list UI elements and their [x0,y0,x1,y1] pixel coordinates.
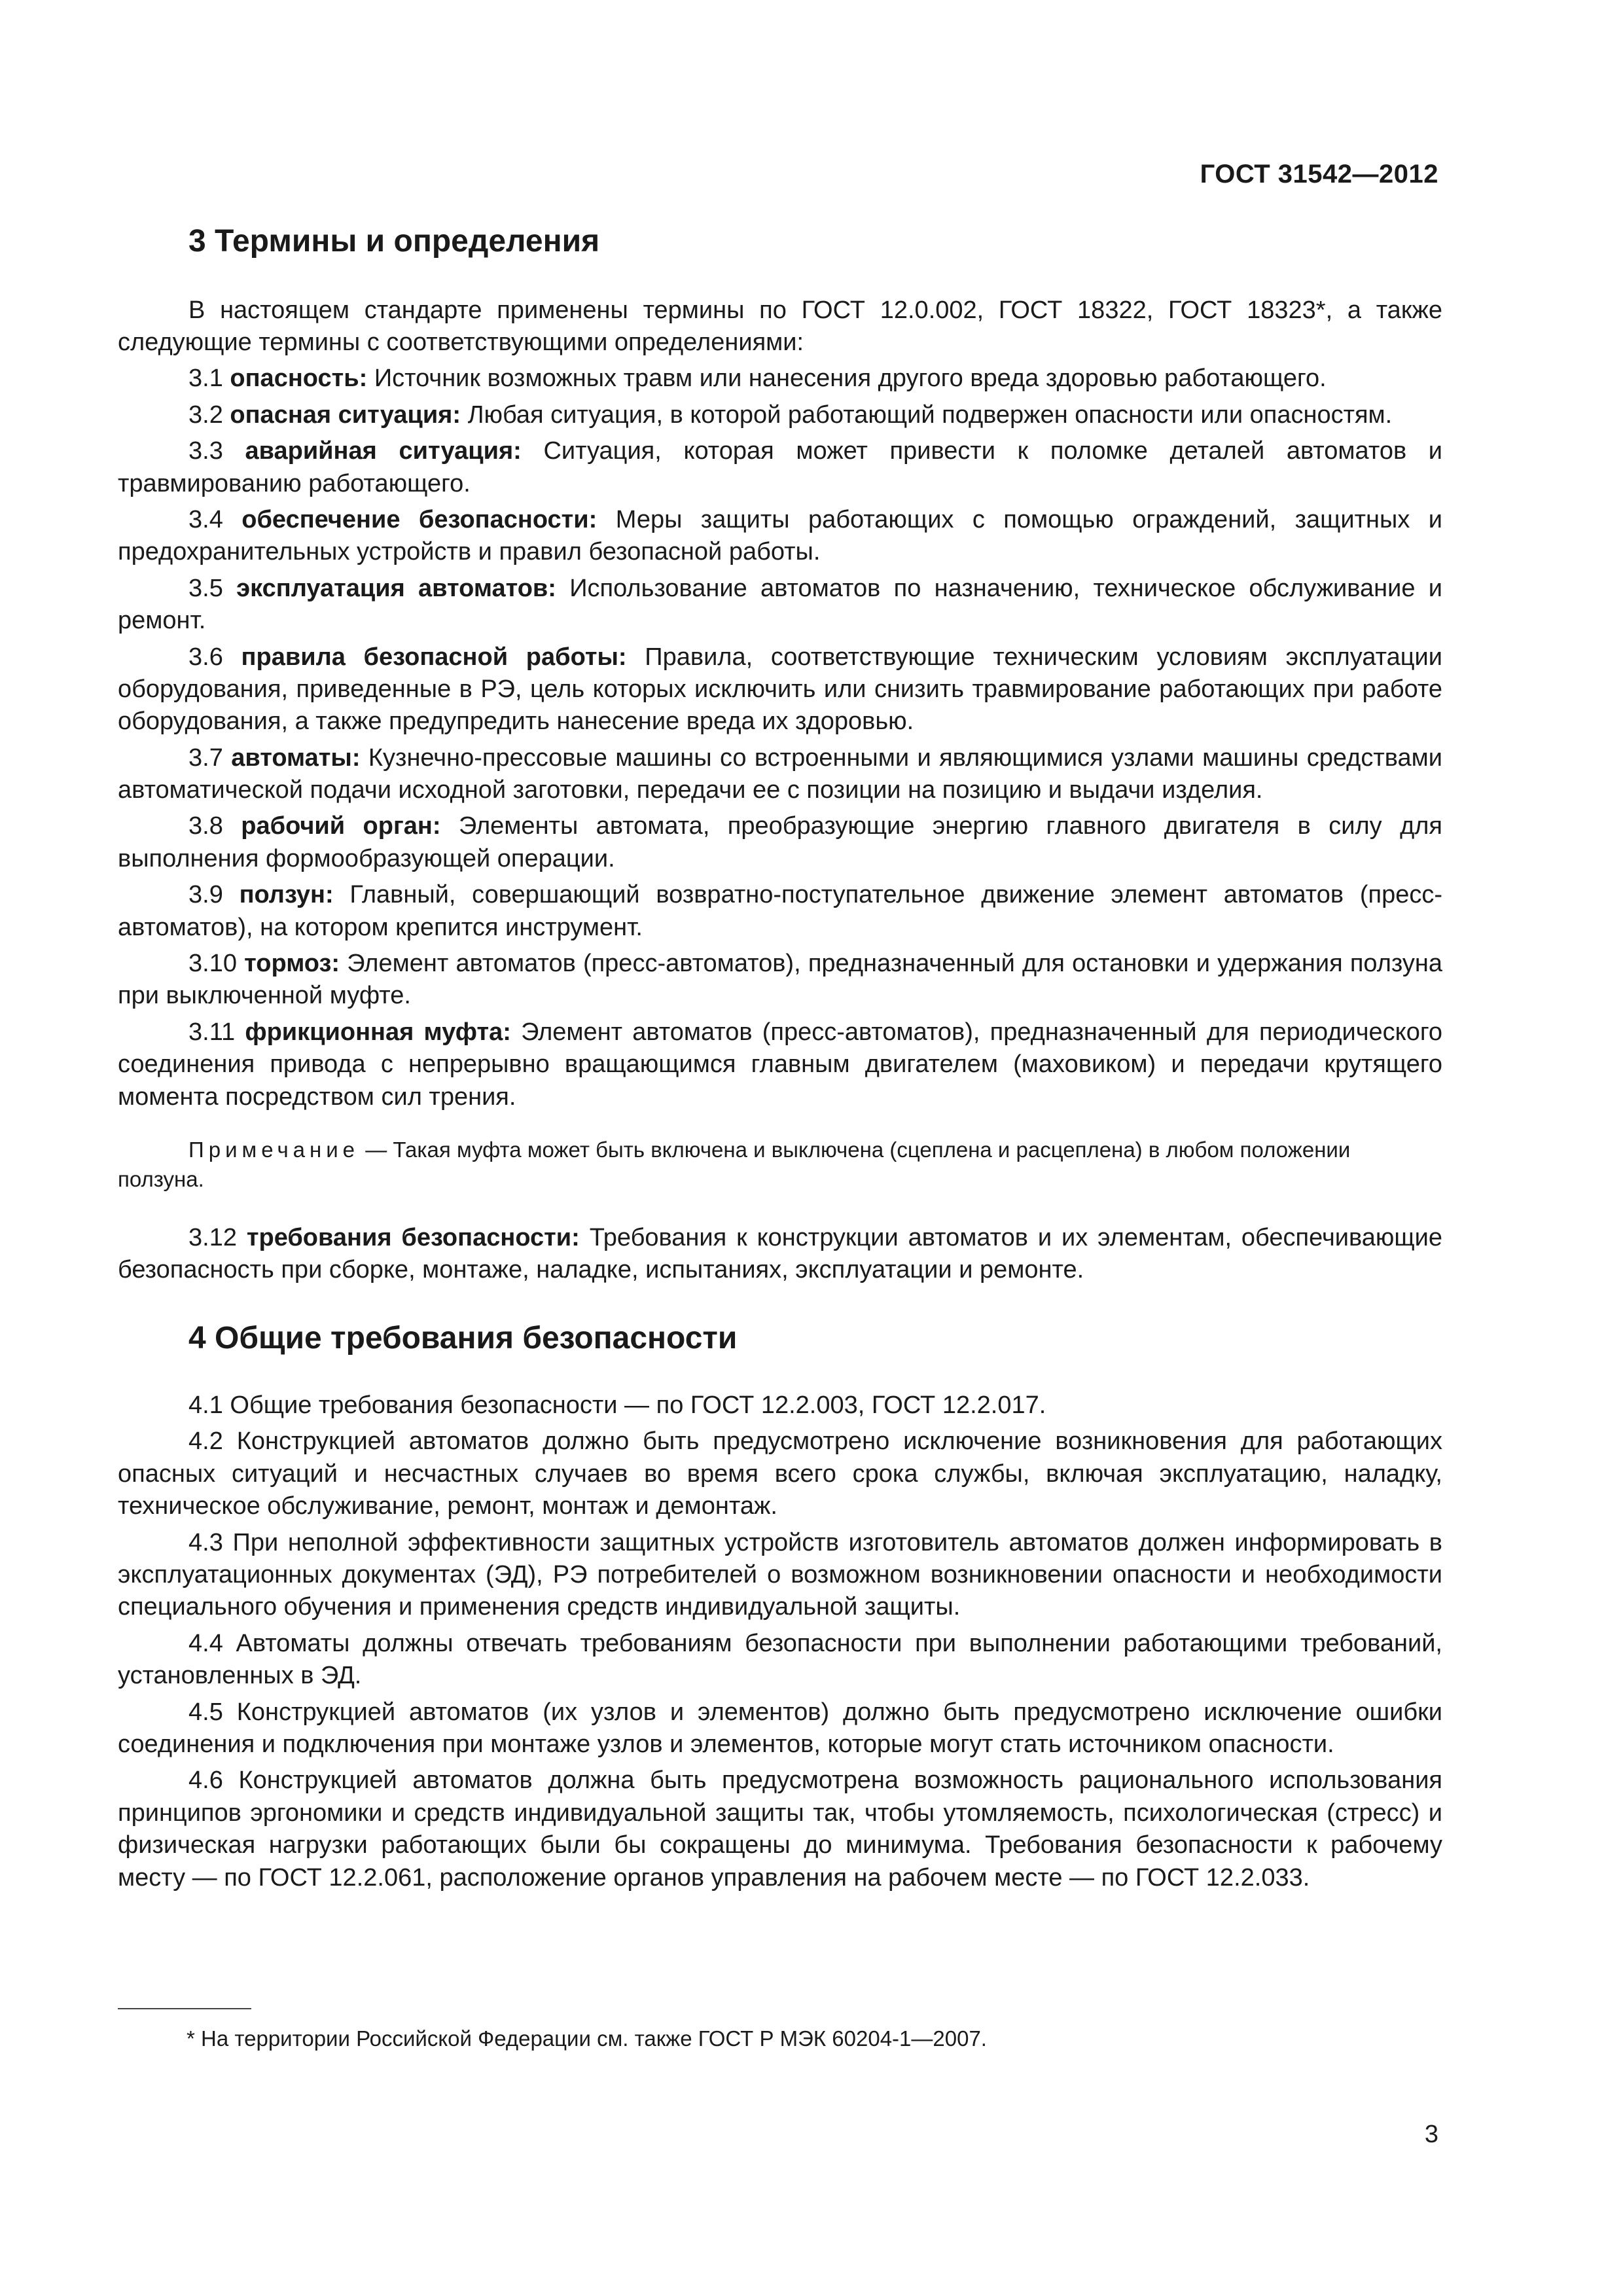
requirement-paragraph: 4.1 Общие требования безопасности — по ГОСТ 12.2.003, ГОСТ 12.2.017. [188,1391,1046,1420]
term-name: фрикционная муфта: [245,1018,511,1046]
page-number: 3 [1424,2121,1438,2148]
term-number: 3.1 [188,365,223,393]
term-text: Меры защиты работающих с помощью ограждений, защитных и предохранительных устройств и правил безопасной работы. [118,505,1442,566]
terms-list [118,363,1442,1113]
term-name: аварийная ситуация: [245,437,522,465]
requirement-paragraph: 4.3 При неполной эффективности защитных устройств изготовитель автоматов должен информировать в эксплуатационных документах (ЭД), РЭ потребителей о возможном возникновении опасности и необходимости специального обучения и применения средств индивидуальной защиты. [118,1528,1442,1621]
term-definition [118,363,1442,395]
term-definition [118,573,1442,637]
term-name: опасная ситуация: [230,401,461,429]
note-paragraph [118,1136,1442,1194]
term-text: Элементы автомата, преобразующие энергию главного двигателя в силу для выполнения формообразующей операции. [118,812,1443,872]
term-text: Использование автоматов по назначению, техническое обслуживание и ремонт. [118,574,1443,635]
term-number: 3.3 [188,437,223,465]
term-definition [118,399,1442,431]
term-name: обеспечение безопасности: [241,505,597,533]
term-text: Требования к конструкции автоматов и их элементам, обеспечивающие безопасность при сборке, монтаже, наладке, испытаниях, эксплуатации и ремонте. [118,1223,1443,1284]
term-number: 3.2 [188,401,223,429]
page-content [118,223,1442,1898]
term-definition-3-12 [118,1222,1442,1287]
term-name: автоматы: [231,744,361,772]
term-number: 3.8 [188,812,223,840]
term-number: 3.11 [188,1018,236,1046]
term-definition [118,641,1442,738]
term-name: эксплуатация автоматов: [236,574,556,602]
term-number: 3.10 [188,950,237,978]
term-name: рабочий орган: [241,812,441,840]
requirement-paragraph: 4.4 Автоматы должны отвечать требованиям безопасности при выполнении работающими требований, установленных в ЭД. [118,1629,1442,1690]
requirement-paragraph: 4.6 Конструкцией автоматов должна быть предусмотрена возможность рационального использования принципов эргономики и средств индивидуальной защиты так, чтобы утомляемость, психологическая (стресс) и физическая нагрузки работающих были бы сокращены до минимума. Требования безопасности к рабочему месту — по ГОСТ 12.2.061, расположение органов управления на рабочем месте — по ГОСТ 12.2.033. [118,1767,1442,1892]
term-text: Любая ситуация, в которой работающий подвержен опасности или опасностям. [467,401,1393,429]
term-definition [118,879,1442,944]
section-4-title: 4 Общие требования безопасности [188,1320,738,1355]
term-text: Источник возможных травм или нанесения другого вреда здоровью работающего. [374,365,1327,393]
section-3-intro: В настоящем стандарте применены термины по ГОСТ 12.0.002, ГОСТ 18322, ГОСТ 18323*, а также следующие термины с соответствующими определениями: [118,296,1442,356]
term-definition [118,1016,1442,1113]
term-definition [118,810,1442,875]
term-name: тормоз: [244,950,340,978]
footnote-divider [118,2008,251,2009]
term-number: 3.4 [188,505,223,533]
term-number: 3.5 [188,574,223,602]
requirement-paragraph: 4.5 Конструкцией автоматов (их узлов и элементов) должно быть предусмотрено исключение ошибки соединения и подключения при монтаже узлов и элементов, которые могут стать источником опасности. [118,1698,1442,1758]
term-definition [118,948,1442,1013]
section-4-paragraphs [118,1390,1442,1894]
term-name: опасность: [230,365,368,393]
term-name: правила безопасной работы: [241,643,627,671]
note-label: Примечание [188,1137,360,1162]
requirement-paragraph: 4.2 Конструкцией автоматов должно быть предусмотрено исключение возникновения для работающих опасных ситуаций и несчастных случаев во время всего срока службы, включая эксплуатацию, наладку, техническое обслуживание, ремонт, монтаж и демонтаж. [118,1427,1442,1520]
term-text: Кузнечно-прессовые машины со встроенными и являющимися узлами машины средствами автоматической подачи исходной заготовки, передачи ее с позиции на позицию и выдачи изделия. [118,744,1442,804]
term-text: Правила, соответствующие техническим условиям эксплуатации оборудования, приведенные в РЭ, цель которых исключить или снизить травмирование работающих при работе оборудования, а также предупредить нанесение вреда их здоровью. [118,643,1442,736]
term-definition [118,504,1442,569]
term-text: Ситуация, которая может привести к поломке деталей автоматов и травмированию работающего. [118,437,1443,497]
term-text: Главный, совершающий возвратно-поступательное движение элемент автоматов (пресс-автоматов), на котором крепится инструмент. [118,881,1443,941]
footnote: * На территории Российской Федерации см. также ГОСТ Р МЭК 60204-1—2007. [187,2026,987,2051]
term-number: 3.9 [188,881,223,909]
section-3-title: 3 Термины и определения [188,224,600,259]
document-id-header: ГОСТ 31542—2012 [1200,160,1438,188]
term-text: Элемент автоматов (пресс-автоматов), предназначенный для остановки и удержания ползуна при выключенной муфте. [118,950,1442,1010]
note-text: — Такая муфта может быть включена и выключена (сцеплена и расцеплена) в любом положении ползуна. [118,1137,1351,1191]
term-name: требования безопасности: [246,1223,580,1251]
term-number: 3.7 [188,744,223,772]
term-number: 3.12 [188,1223,237,1251]
term-definition [118,435,1442,500]
term-text: Элемент автоматов (пресс-автоматов), предназначенный для периодического соединения привода с непрерывно вращающимся главным двигателем (маховиком) и передачи крутящего момента посредством сил трения. [118,1018,1442,1111]
term-definition [118,742,1442,807]
term-number: 3.6 [188,643,223,671]
term-name: ползун: [239,881,334,909]
